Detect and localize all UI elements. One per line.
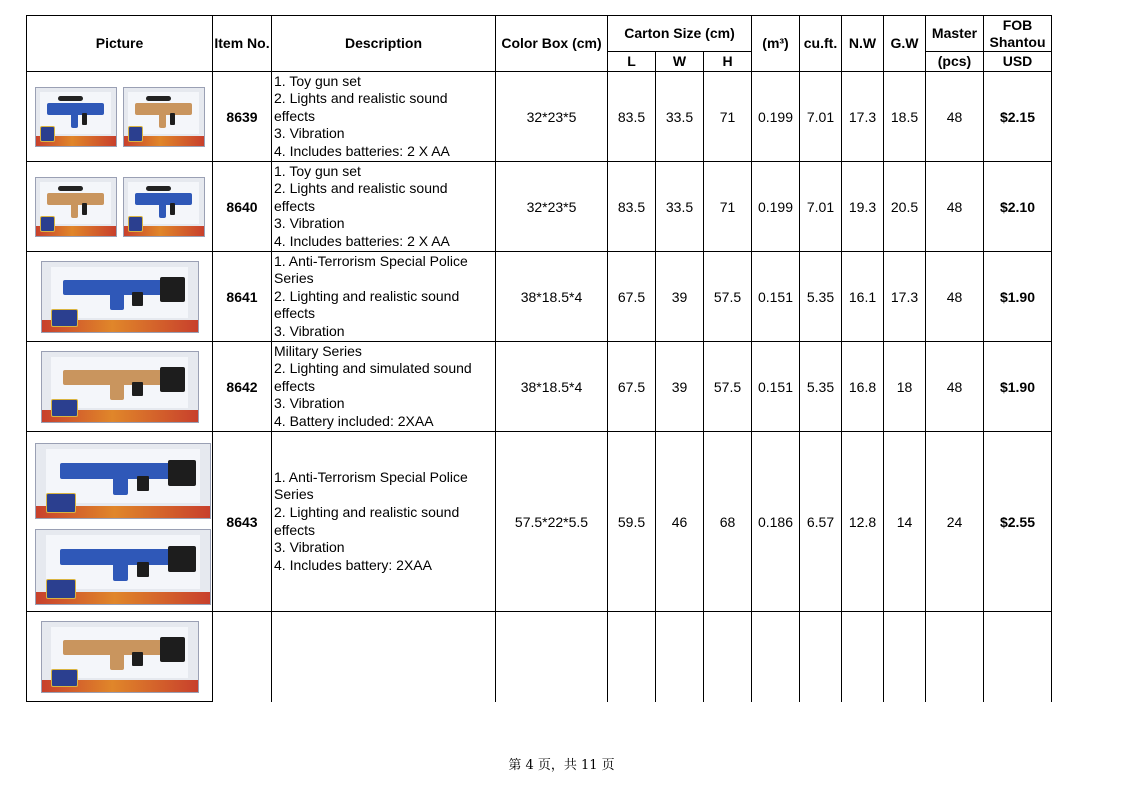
product-image bbox=[35, 443, 211, 519]
color-box-cell: 32*23*5 bbox=[496, 162, 608, 252]
carton-w-cell: 33.5 bbox=[656, 162, 704, 252]
description-cell bbox=[272, 612, 496, 702]
header-master-unit: (pcs) bbox=[926, 52, 984, 72]
description-line: effects bbox=[274, 521, 315, 538]
color-box-cell: 32*23*5 bbox=[496, 72, 608, 162]
description-line: effects bbox=[274, 107, 315, 124]
product-image bbox=[35, 529, 211, 605]
description-line: effects bbox=[274, 197, 315, 214]
carton-h-cell bbox=[704, 612, 752, 702]
product-image bbox=[123, 177, 205, 237]
description-line: 4. Includes batteries: 2 X AA bbox=[274, 142, 450, 159]
volume-cell: 0.151 bbox=[752, 342, 800, 432]
description-line: 3. Vibration bbox=[274, 215, 345, 232]
header-l: L bbox=[608, 52, 656, 72]
cuft-cell: 7.01 bbox=[800, 72, 842, 162]
fob-price-cell: $1.90 bbox=[984, 342, 1052, 432]
carton-w-cell: 46 bbox=[656, 432, 704, 612]
description-line: 2. Lights and realistic sound bbox=[274, 180, 448, 197]
description-line: 4. Includes battery: 2XAA bbox=[274, 556, 432, 573]
header-fob: FOB Shantou bbox=[984, 16, 1052, 52]
description-cell bbox=[272, 432, 496, 612]
color-box-cell bbox=[496, 612, 608, 702]
nw-cell bbox=[842, 612, 884, 702]
product-image bbox=[35, 87, 117, 147]
carton-l-cell: 67.5 bbox=[608, 342, 656, 432]
picture-cell bbox=[27, 612, 213, 702]
carton-l-cell: 59.5 bbox=[608, 432, 656, 612]
item-no-cell: 8642 bbox=[213, 342, 272, 432]
cuft-cell: 6.57 bbox=[800, 432, 842, 612]
cuft-cell bbox=[800, 612, 842, 702]
product-table bbox=[26, 15, 1052, 702]
header-color-box: Color Box (cm) bbox=[496, 16, 608, 72]
picture-cell bbox=[27, 342, 213, 432]
carton-h-cell: 57.5 bbox=[704, 342, 752, 432]
fob-price-cell: $1.90 bbox=[984, 252, 1052, 342]
table-row bbox=[27, 162, 1052, 252]
header-picture: Picture bbox=[27, 16, 213, 72]
table-row bbox=[27, 252, 1052, 342]
description-line: 2. Lighting and realistic sound bbox=[274, 503, 460, 520]
carton-w-cell: 39 bbox=[656, 252, 704, 342]
description-line: 1. Toy gun set bbox=[274, 72, 361, 89]
carton-h-cell: 68 bbox=[704, 432, 752, 612]
header-nw: N.W bbox=[842, 16, 884, 72]
picture-cell bbox=[27, 432, 213, 612]
header-w: W bbox=[656, 52, 704, 72]
header-item-no: Item No. bbox=[213, 16, 272, 72]
master-cell: 48 bbox=[926, 162, 984, 252]
description-line: 2. Lighting and realistic sound bbox=[274, 287, 460, 304]
volume-cell: 0.151 bbox=[752, 252, 800, 342]
volume-cell bbox=[752, 612, 800, 702]
gw-cell: 18 bbox=[884, 342, 926, 432]
fob-price-cell bbox=[984, 612, 1052, 702]
table-row bbox=[27, 342, 1052, 432]
gw-cell: 17.3 bbox=[884, 252, 926, 342]
header-fob-unit: USD bbox=[984, 52, 1052, 72]
carton-l-cell: 83.5 bbox=[608, 162, 656, 252]
description-line: 2. Lights and realistic sound bbox=[274, 90, 448, 107]
description-cell bbox=[272, 342, 496, 432]
table-row bbox=[27, 72, 1052, 162]
master-cell: 48 bbox=[926, 72, 984, 162]
item-no-cell bbox=[213, 612, 272, 702]
product-image bbox=[41, 621, 199, 693]
item-no-cell: 8640 bbox=[213, 162, 272, 252]
item-no-cell: 8641 bbox=[213, 252, 272, 342]
cuft-cell: 7.01 bbox=[800, 162, 842, 252]
fob-price-cell: $2.15 bbox=[984, 72, 1052, 162]
fob-price-cell: $2.55 bbox=[984, 432, 1052, 612]
volume-cell: 0.199 bbox=[752, 72, 800, 162]
description-line: 4. Includes batteries: 2 X AA bbox=[274, 232, 450, 249]
description-cell bbox=[272, 72, 496, 162]
description-line: effects bbox=[274, 377, 315, 394]
product-image bbox=[35, 177, 117, 237]
carton-l-cell: 67.5 bbox=[608, 252, 656, 342]
master-cell: 48 bbox=[926, 342, 984, 432]
color-box-cell: 38*18.5*4 bbox=[496, 342, 608, 432]
header-volume: (m³) bbox=[752, 16, 800, 72]
gw-cell: 18.5 bbox=[884, 72, 926, 162]
nw-cell: 17.3 bbox=[842, 72, 884, 162]
header-master: Master bbox=[926, 16, 984, 52]
description-cell bbox=[272, 252, 496, 342]
item-no-cell: 8643 bbox=[213, 432, 272, 612]
description-line: 3. Vibration bbox=[274, 322, 345, 339]
product-image bbox=[41, 351, 199, 423]
carton-l-cell: 83.5 bbox=[608, 72, 656, 162]
product-image bbox=[123, 87, 205, 147]
color-box-cell: 57.5*22*5.5 bbox=[496, 432, 608, 612]
header-carton-size: Carton Size (cm) bbox=[608, 16, 752, 52]
nw-cell: 19.3 bbox=[842, 162, 884, 252]
table-row bbox=[27, 432, 1052, 612]
carton-l-cell bbox=[608, 612, 656, 702]
nw-cell: 12.8 bbox=[842, 432, 884, 612]
color-box-cell: 38*18.5*4 bbox=[496, 252, 608, 342]
item-no-cell: 8639 bbox=[213, 72, 272, 162]
carton-w-cell: 39 bbox=[656, 342, 704, 432]
volume-cell: 0.199 bbox=[752, 162, 800, 252]
gw-cell: 20.5 bbox=[884, 162, 926, 252]
master-cell bbox=[926, 612, 984, 702]
volume-cell: 0.186 bbox=[752, 432, 800, 612]
page-footer: 第 4 页，共 11 页 bbox=[508, 758, 615, 773]
description-line: Military Series bbox=[274, 342, 362, 359]
master-cell: 48 bbox=[926, 252, 984, 342]
description-cell bbox=[272, 162, 496, 252]
gw-cell bbox=[884, 612, 926, 702]
master-cell: 24 bbox=[926, 432, 984, 612]
nw-cell: 16.1 bbox=[842, 252, 884, 342]
description-line: 1. Anti-Terrorism Special Police bbox=[274, 468, 468, 485]
description-line: 2. Lighting and simulated sound bbox=[274, 360, 472, 377]
description-line: 1. Toy gun set bbox=[274, 162, 361, 179]
gw-cell: 14 bbox=[884, 432, 926, 612]
header-h: H bbox=[704, 52, 752, 72]
fob-price-cell: $2.10 bbox=[984, 162, 1052, 252]
cuft-cell: 5.35 bbox=[800, 252, 842, 342]
cuft-cell: 5.35 bbox=[800, 342, 842, 432]
description-line: 4. Battery included: 2XAA bbox=[274, 412, 434, 429]
carton-w-cell bbox=[656, 612, 704, 702]
description-line: 1. Anti-Terrorism Special Police bbox=[274, 252, 468, 269]
carton-h-cell: 71 bbox=[704, 162, 752, 252]
nw-cell: 16.8 bbox=[842, 342, 884, 432]
header-cuft: cu.ft. bbox=[800, 16, 842, 72]
picture-cell bbox=[27, 162, 213, 252]
carton-w-cell: 33.5 bbox=[656, 72, 704, 162]
picture-cell bbox=[27, 252, 213, 342]
description-line: Series bbox=[274, 270, 314, 287]
description-line: effects bbox=[274, 305, 315, 322]
product-image bbox=[41, 261, 199, 333]
description-line: 3. Vibration bbox=[274, 125, 345, 142]
picture-cell bbox=[27, 72, 213, 162]
table-row bbox=[27, 612, 1052, 702]
carton-h-cell: 71 bbox=[704, 72, 752, 162]
header-gw: G.W bbox=[884, 16, 926, 72]
carton-h-cell: 57.5 bbox=[704, 252, 752, 342]
description-line: 3. Vibration bbox=[274, 395, 345, 412]
header-description: Description bbox=[272, 16, 496, 72]
description-line: Series bbox=[274, 486, 314, 503]
description-line: 3. Vibration bbox=[274, 539, 345, 556]
